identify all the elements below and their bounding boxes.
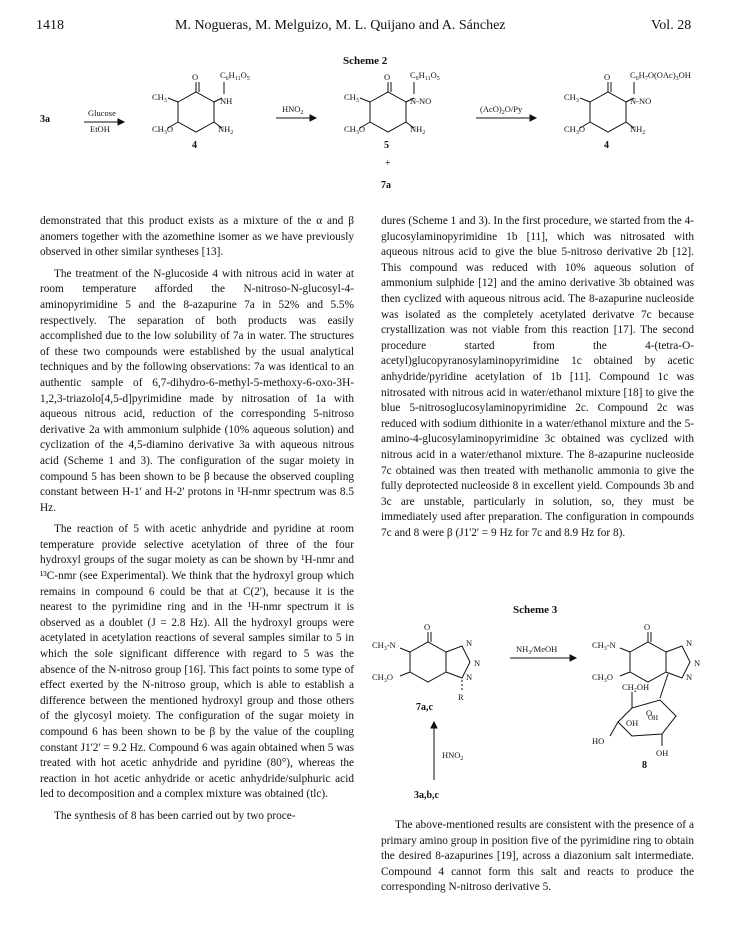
left-paragraph-2: The treatment of the N-glucoside 4 with nitrous acid in water at room temperature afforded the N-nitroso-N-glucosyl-4-aminopyrimidine 5 and the 8-azapurine 7a in 52% and 5.5% respectively. The separation of both products was easily accomplished due to the low solubility of 7a in water. The structures of these two compounds were established by the usual analytical techniques and by the following observations: 7a was identical to an authentic sample of 6,7-dihydro-6-methyl-5-methoxy-6-oxo-3H-1,2,3-triazolo[4,5-d]pyrimidine made by nitrosation of 1a with aqueous nitrous acid, reduction of the corresponding 5-nitroso derivative 2a with ammonium sulphide (10% aqueous solution) and cyclization of the 4,5-diamino derivative 3a with aqueous nitrous acid (Scheme 1 and 3). The configuration of the sugar moiety in compound 5 has been shown to be β because the observed coupling constant between H-1' and H-2' protons in ¹H-nmr spectrum was 8.5 Hz. [40, 267, 354, 514]
svg-text:CH3O: $CH_3O$ [152, 124, 173, 136]
volume-label: Vol. 28 [651, 18, 692, 33]
left-paragraph-1: demonstrated that this product exists as a mixture of the α and β anomers together with the azomethine isomer as we have previously observed in other similar syntheses [13]. [40, 215, 354, 259]
svg-text:CH3: $CH_3$ [152, 92, 167, 104]
left-paragraph-3: The reaction of 5 with acetic anhydride and pyridine at room temperature provide selective acetylation of three of the four hydroxyl groups of the sugar moiety as can be shown by ¹H-nmr and ¹³C-nmr (see Experimental). We think that the hydroxyl group which remains in compound 6 could be that at C(2'), because it is the nearest to the pyrimidine ring and in the ¹H-nmr spectrum it is observed as a doublet (J = 2.8 Hz). All the hydroxyl groups were acetylated in acetylation reactions of several samples similar to 5 in which the sole significant difference with regard to 5 was the absence of the N-nitroso group [16]. This fact points to some type of effect exerted by the N-nitroso group, which is able to establish a difference between the mentioned hydroxyl group and those others of the glycosyl moiety. The configuration of the sugar moiety in compound 6 has been shown to be β by the value of the coupling constant J1'2' = 9.2 Hz. Compound 6 was again obtained when 5 was treated with hot acetic anhydride and pyridine (80°), whereas the reaction in hot acetic anhydride or acetic anhydride/sulphuric acid led to decomposition and a complex mixture was obtained (tlc). [40, 523, 354, 801]
reagent-etoh: EtOH [90, 124, 110, 134]
reagent-nh3-meoh: $NH_3$/MeOH [516, 644, 558, 656]
svg-text:CH3-N: $CH_3-N$ [372, 640, 396, 652]
svg-text:N: N [686, 672, 693, 682]
running-authors: M. Nogueras, M. Melguizo, M. L. Quijano and A. Sánchez [175, 18, 506, 33]
svg-text:CH3O: $CH_3O$ [564, 124, 585, 136]
svg-text:CH3-N: $CH_3-N$ [592, 640, 616, 652]
svg-text:OH: OH [656, 748, 669, 758]
scheme3-diagram [370, 618, 710, 808]
svg-text:N: N [686, 638, 693, 648]
compound-4-label: 4 [192, 140, 197, 151]
svg-text:CH2OH: $CH_2OH$ [622, 682, 650, 694]
reagent-hno2: $HNO_2$ [282, 104, 304, 116]
scheme2-title: Scheme 2 [343, 55, 388, 67]
page-number: 1418 [36, 18, 64, 33]
svg-text:O: O [192, 72, 199, 82]
svg-text:CH3: $CH_3$ [344, 92, 359, 104]
svg-text:O: O [384, 72, 391, 82]
svg-text:C6H11O5: $C_6H_{11}O_5$ [410, 70, 440, 82]
svg-text:C6H7O(OAc)3OH: $C_6H_7O(OAc)_3OH$ [630, 70, 691, 82]
svg-text:NH: NH [220, 96, 233, 106]
compound-4b-label: 4 [604, 140, 609, 151]
ring-4b [590, 92, 626, 132]
svg-text:O: O [424, 622, 431, 632]
svg-text:HO: HO [592, 736, 605, 746]
reagent-glucose: Glucose [88, 108, 116, 118]
right-paragraph-2: The above-mentioned results are consistent with the presence of a primary amino group in position five of the pyrimidine ring to obtain the desired 8-azapurines [19], across a diazonium salt intermediate. Compound 4 cannot form this salt and reacts to produce the corresponding N-nitroso derivative 5. [381, 819, 694, 894]
svg-text:NH2: $NH_2$ [630, 124, 646, 136]
svg-text:R: R [458, 692, 464, 702]
svg-text:O: O [646, 708, 653, 718]
svg-text:N: N [694, 658, 701, 668]
svg-text:N-NO: N-NO [630, 96, 652, 106]
compound-7a-label: 7a [381, 180, 391, 191]
svg-text:NH2: $NH_2$ [218, 124, 234, 136]
compound-7ac-label: 7a,c [416, 702, 433, 713]
compound-5-label: 5 [384, 140, 389, 151]
ring-5 [370, 92, 406, 132]
svg-text:OH: OH [626, 718, 639, 728]
svg-text:CH3: $CH_3$ [564, 92, 579, 104]
start-compound-label: 3a [40, 114, 50, 125]
compound-8-label: 8 [642, 760, 647, 771]
svg-text:O: O [604, 72, 611, 82]
right-column-top [381, 214, 694, 547]
plus-sign: + [385, 158, 391, 169]
left-paragraph-4: The synthesis of 8 has been carried out by two proce- [54, 809, 296, 822]
svg-text:C6H11O5: $C_6H_{11}O_5$ [220, 70, 250, 82]
compound-3abc-label: 3a,b,c [414, 790, 439, 801]
svg-text:NH2: $NH_2$ [410, 124, 426, 136]
svg-text:OH: OH [648, 714, 659, 722]
svg-text:N-NO: N-NO [410, 96, 432, 106]
scheme2-diagram [0, 70, 729, 210]
ring-4 [178, 92, 214, 132]
reagent-aco2o: $(AcO)_2O/Py$ [480, 104, 523, 116]
svg-text:N: N [466, 672, 473, 682]
svg-text:N: N [466, 638, 473, 648]
right-column-bottom [381, 818, 694, 902]
svg-text:O: O [644, 622, 651, 632]
svg-text:CH3O: $CH_3O$ [592, 672, 613, 684]
left-column [40, 214, 354, 831]
reagent-hno2-up: $HNO_2$ [442, 750, 464, 762]
svg-text:CH3O: $CH_3O$ [372, 672, 393, 684]
right-paragraph-1: dures (Scheme 1 and 3). In the first procedure, we started from the 4-glucosylaminopyrimidine 1b [11], which was nitrosated with aqueous nitrous acid to give the blue 5-nitroso derivative 2b [12]. This compound was reduced with 10% aqueous solution of ammonium sulphide [12] and the amino derivative 3b obtained was then cyclized with aqueous nitrous acid. The 8-azapurine nucleoside was isolated as the completely acetylated derivatve 7c because crystallization was not viable from this reaction [17]. The second procedure started from the 4-(tetra-O-acetyl)glucopyranosylaminopyrimidine 1c obtained by acetic anhydride/pyridine acetylation of 1b [11]. Compound 1c was nitrosated with nitrous acid in water/ethanol mixture [18] to give the blue 5-nitrosoglucosylaminopyrimidine 2c. Compound 2c was reduced with sodium dithionite in a water/ethanol mixture and the 5-amino-4-glucosylaminopyrimidine 3c obtained was cyclized with nitrous acid in a water/ethanol mixture. The 8-azapurine nucleoside 7c obtained was then treated with methanolic ammonia to give the fully deprotected nucleoside 8 in excellent yield. Compounds 3b and 3c are unstable, particularly in solution, so, they must be immediately used after preparation. The configuration in compounds 7c and 8 were β (J1'2' = 9 Hz for 7c and 8.9 Hz for 8). [381, 215, 694, 539]
svg-text:N: N [474, 658, 481, 668]
svg-text:CH3O: $CH_3O$ [344, 124, 365, 136]
scheme3-title: Scheme 3 [513, 604, 558, 616]
